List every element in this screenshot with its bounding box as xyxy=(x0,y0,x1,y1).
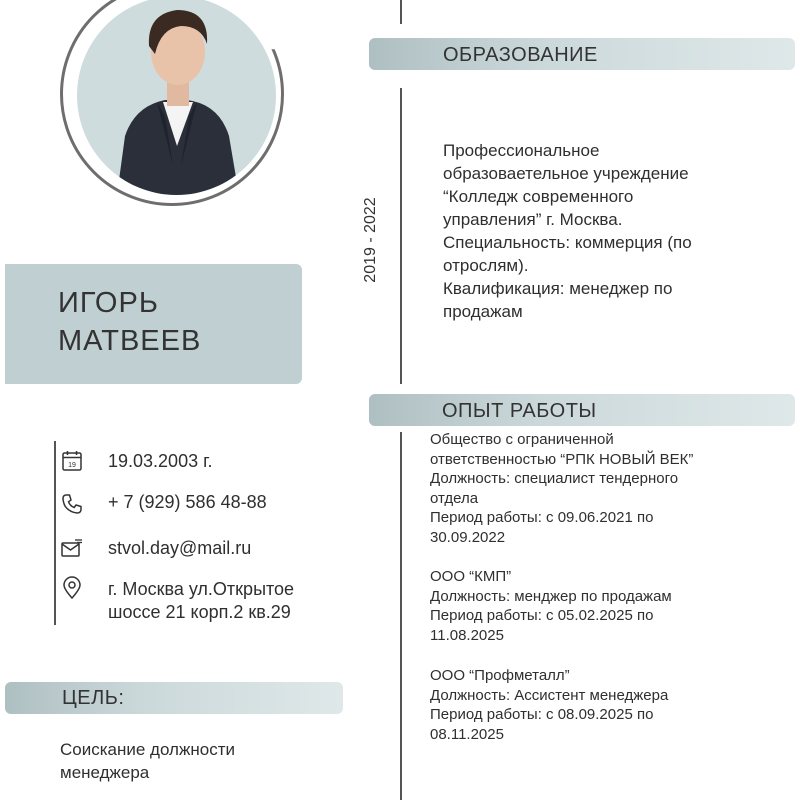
education-years: 2019 - 2022 xyxy=(362,197,379,283)
job-period: Период работы: с 09.06.2021 по xyxy=(430,509,654,526)
mail-icon xyxy=(60,537,84,561)
job-entry xyxy=(430,430,760,547)
name-second-line: МАТВЕЕВ xyxy=(58,325,202,357)
person-illustration xyxy=(77,0,276,195)
goal-text xyxy=(60,738,310,784)
person-name xyxy=(58,284,278,360)
education-line: Профессиональное xyxy=(443,141,600,160)
name-first-line: ИГОРЬ xyxy=(58,287,159,319)
job-position: Должность: специалист тендерного xyxy=(430,470,679,487)
experience-title: ОПЫТ РАБОТЫ xyxy=(442,400,597,422)
education-line: Квалификация: менеджер по xyxy=(443,279,673,298)
job-period: 11.08.2025 xyxy=(430,626,504,644)
address-line-1: г. Москва ул.Открытое xyxy=(108,579,295,599)
profile-photo xyxy=(77,0,276,195)
goal-title: ЦЕЛЬ: xyxy=(62,687,125,709)
location-pin-icon xyxy=(60,576,84,600)
education-line: Специальность: коммерция (по xyxy=(443,233,692,252)
job-entry xyxy=(430,666,760,744)
timeline-experience-line xyxy=(400,432,402,800)
job-company: ответственностью “РПК НОВЫЙ ВЕК” xyxy=(430,450,694,468)
job-period: 30.09.2022 xyxy=(430,528,506,546)
timeline-top-line xyxy=(400,0,402,24)
goal-header-bar xyxy=(5,682,343,714)
address-line-2: шоссе 21 корп.2 кв.29 xyxy=(108,602,291,622)
education-line: отрослям). xyxy=(443,256,529,275)
phone-icon xyxy=(60,492,84,516)
job-period: Период работы: с 08.09.2025 по xyxy=(430,706,654,723)
education-line: “Колледж современного xyxy=(443,187,634,206)
phone-text: + 7 (929) 586 48-88 xyxy=(108,492,267,512)
birthdate-text: 19.03.2003 г. xyxy=(108,451,213,471)
job-period: 08.11.2025 xyxy=(430,725,504,743)
education-line: образоваетельное учреждение xyxy=(443,164,689,183)
education-line: управления” г. Москва. xyxy=(443,210,623,229)
goal-text-line-1: Соискание должности xyxy=(60,740,235,759)
goal-text-line-2: менеджера xyxy=(60,763,150,782)
address-text xyxy=(108,578,294,624)
job-position: отдела xyxy=(430,489,479,507)
education-line: продажам xyxy=(443,302,523,321)
education-text xyxy=(443,139,743,323)
job-company: Общество с ограниченной xyxy=(430,431,614,448)
job-period: Период работы: с 05.02.2025 по xyxy=(430,607,654,624)
job-company: ООО “Профметалл” xyxy=(430,667,570,684)
job-entry xyxy=(430,567,760,645)
calendar-icon xyxy=(60,449,84,473)
contacts-divider xyxy=(54,441,56,625)
job-company: ООО “КМП” xyxy=(430,568,512,585)
job-position: Должность: Ассистент менеджера xyxy=(430,686,669,704)
email-text: stvol.day@mail.ru xyxy=(108,538,252,558)
timeline-education-line xyxy=(400,88,402,384)
calendar-day-label: 19 xyxy=(68,462,76,469)
job-position: Должность: менджер по продажам xyxy=(430,587,672,605)
education-title: ОБРАЗОВАНИЕ xyxy=(443,44,598,66)
